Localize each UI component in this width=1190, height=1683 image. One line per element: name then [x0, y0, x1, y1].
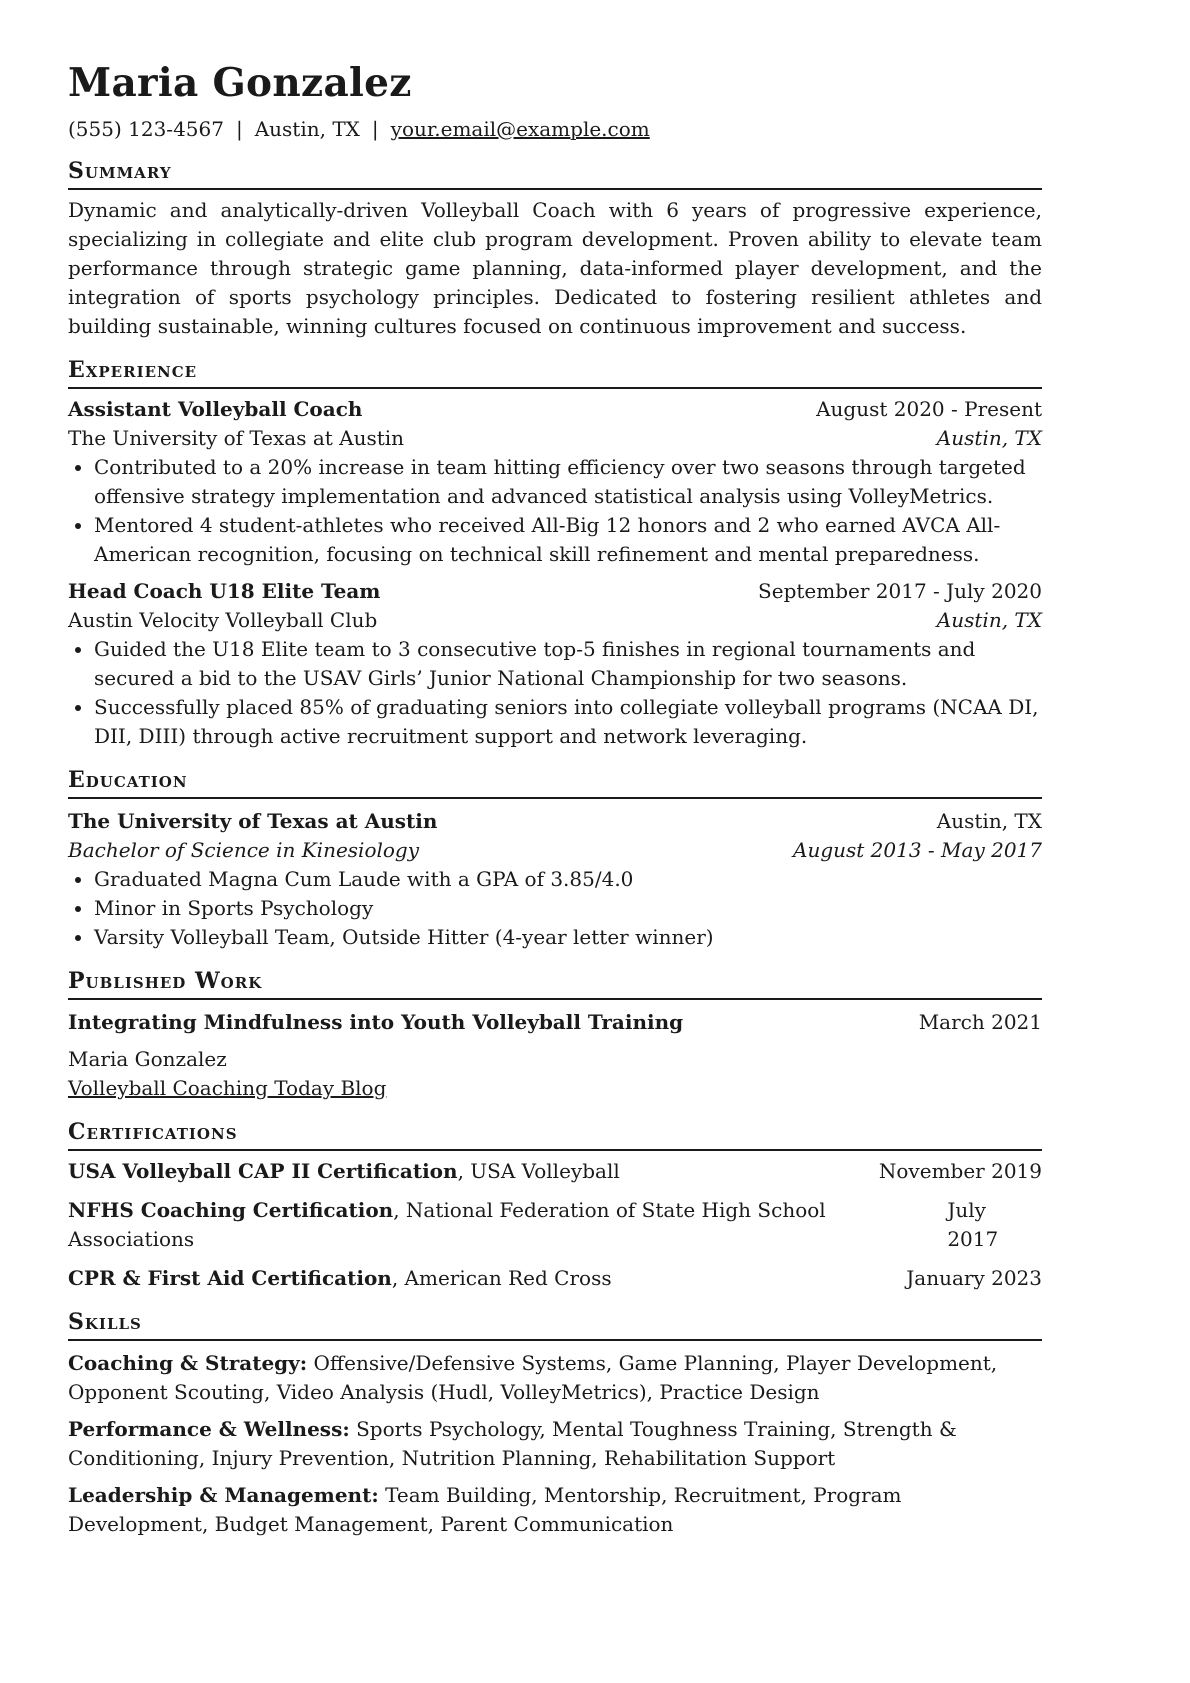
section-heading-published-work: Published Work	[68, 966, 1042, 1000]
job-location: Austin, TX	[936, 608, 1042, 632]
certification-item	[68, 1196, 1042, 1254]
job-organization: The University of Texas at Austin	[68, 426, 405, 450]
certification-issuer: , American Red Cross	[391, 1266, 612, 1290]
skill-group	[68, 1349, 1042, 1407]
job-title: Head Coach U18 Elite Team	[68, 579, 381, 603]
certification-item	[68, 1157, 1042, 1186]
skills-list	[68, 1349, 1042, 1539]
certification-date: November 2019	[878, 1159, 1042, 1183]
section-heading-skills: Skills	[68, 1307, 1042, 1341]
bullet-item: • Varsity Volleyball Team, Outside Hitter (4-year letter winner)	[94, 923, 1042, 952]
degree: Bachelor of Science in Kinesiology	[68, 838, 420, 862]
school-name: The University of Texas at Austin	[68, 809, 438, 833]
certification-issuer: , USA Volleyball	[457, 1159, 620, 1183]
contact-separator: |	[235, 117, 243, 141]
skill-group-text: Offensive/Defensive Systems, Game Planning, Player Development, Opponent Scouting, Video Analysis (Hudl, VolleyMetrics), Practice Design	[68, 1351, 998, 1404]
certification-name: NFHS Coaching Certification	[68, 1198, 394, 1222]
location: Austin, TX	[254, 117, 360, 141]
bullet-item: • Minor in Sports Psychology	[94, 894, 1042, 923]
certification-date: January 2023	[906, 1266, 1042, 1290]
job-bullets	[68, 635, 1042, 751]
skill-group-label: Coaching & Strategy:	[68, 1351, 308, 1375]
contact-separator: |	[371, 117, 379, 141]
certification-name: CPR & First Aid Certification	[68, 1266, 392, 1290]
education-bullets	[68, 865, 1042, 952]
publication-entry	[68, 1008, 1042, 1103]
bullet-item: • Guided the U18 Elite team to 3 consecutive top-5 finishes in regional tournaments and secured a bid to the USAV Girls’ Junior National Championship for two seasons.	[94, 635, 1042, 693]
certification-item	[68, 1264, 1042, 1293]
publication-author: Maria Gonzalez	[68, 1047, 227, 1071]
job-entry	[68, 577, 1042, 751]
candidate-name: Maria Gonzalez	[68, 60, 412, 106]
bullet-item: • Graduated Magna Cum Laude with a GPA of 3.85/4.0	[94, 865, 1042, 894]
publication-venue-link[interactable]: Volleyball Coaching Today Blog	[68, 1076, 387, 1100]
job-location: Austin, TX	[936, 426, 1042, 450]
skill-group-text: Team Building, Mentorship, Recruitment, Program Development, Budget Management, Parent Communication	[68, 1483, 902, 1536]
section-heading-education: Education	[68, 765, 1042, 799]
job-dates: September 2017 - July 2020	[758, 579, 1042, 603]
publication-title: Integrating Mindfulness into Youth Volleyball Training	[68, 1010, 684, 1034]
certification-list	[68, 1157, 1042, 1293]
certification-issuer: , National Federation of State High School Associations	[68, 1198, 826, 1251]
bullet-item: • Mentored 4 student-athletes who received All-Big 12 honors and 2 who earned AVCA All-American recognition, focusing on technical skill refinement and mental preparedness.	[94, 511, 1042, 569]
section-heading-experience: Experience	[68, 355, 1042, 389]
job-title: Assistant Volleyball Coach	[68, 397, 363, 421]
job-bullets	[68, 453, 1042, 569]
skill-group-label: Leadership & Management:	[68, 1483, 379, 1507]
skill-group-label: Performance & Wellness:	[68, 1417, 350, 1441]
bullet-item: • Successfully placed 85% of graduating seniors into collegiate volleyball programs (NCAA DI, DII, DIII) through active recruitment support and network leveraging.	[94, 693, 1042, 751]
bullet-item: • Contributed to a 20% increase in team hitting efficiency over two seasons through targeted offensive strategy implementation and advanced statistical analysis using VolleyMetrics.	[94, 453, 1042, 511]
certification-name: USA Volleyball CAP II Certification	[68, 1159, 458, 1183]
section-heading-certifications: Certifications	[68, 1117, 1042, 1151]
experience-list	[68, 395, 1042, 751]
publication-date: March 2021	[918, 1010, 1042, 1034]
job-organization: Austin Velocity Volleyball Club	[68, 608, 378, 632]
job-entry	[68, 395, 1042, 569]
email-link[interactable]: your.email@example.com	[390, 117, 650, 141]
section-heading-summary: Summary	[68, 156, 1042, 190]
skill-group-text: Sports Psychology, Mental Toughness Training, Strength & Conditioning, Injury Prevention, Nutrition Planning, Rehabilitation Support	[68, 1417, 957, 1470]
contact-line	[68, 116, 1042, 142]
education-dates: August 2013 - May 2017	[793, 838, 1042, 862]
certification-date: July 2017	[947, 1198, 999, 1251]
skill-group	[68, 1415, 1042, 1473]
school-location: Austin, TX	[936, 809, 1042, 833]
education-entry	[68, 807, 1042, 952]
summary-text: Dynamic and analytically-driven Volleyball Coach with 6 years of progressive experience, specializing in collegiate and elite club program development. Proven ability to elevate team performance through strategic game planning, data-informed player development, and the integration of sports psychology principles. Dedicated to fostering resilient athletes and building sustainable, winning cultures focused on continuous improvement and success.	[68, 198, 1042, 338]
skill-group	[68, 1481, 1042, 1539]
job-dates: August 2020 - Present	[816, 397, 1042, 421]
phone-number: (555) 123-4567	[68, 117, 224, 141]
